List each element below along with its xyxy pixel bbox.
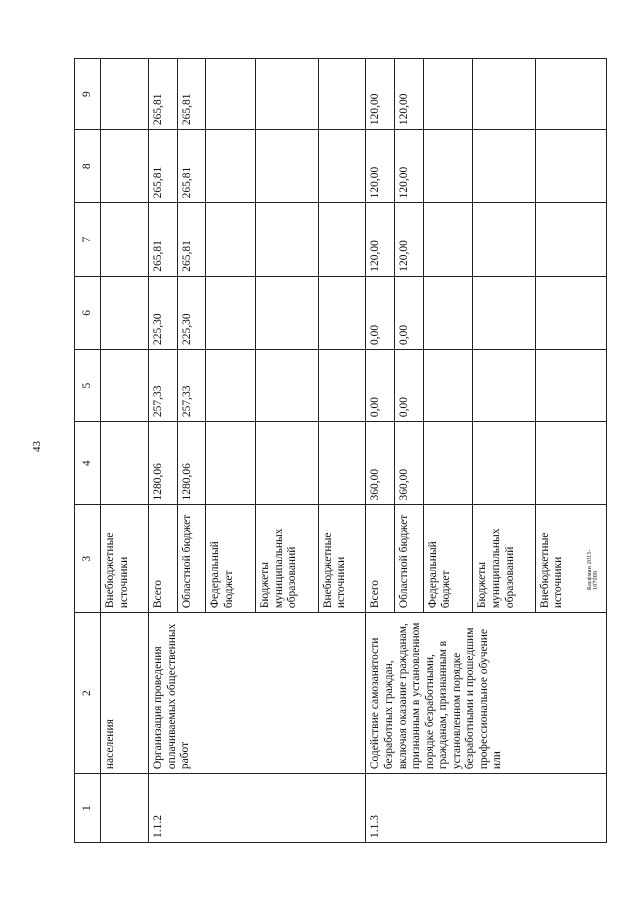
value-cell — [535, 349, 606, 421]
value-cell — [318, 203, 366, 276]
value-cell — [101, 422, 149, 505]
document-footer-tag: Кауфман 2015-107008 — [587, 549, 599, 590]
header-cell: 4 — [75, 422, 101, 505]
header-cell: 2 — [75, 613, 101, 774]
value-cell: 265,81 — [149, 203, 178, 276]
value-cell: 0,00 — [395, 349, 424, 421]
value-cell — [318, 422, 366, 505]
budget-table-rotated — [74, 58, 607, 843]
value-cell: 265,81 — [149, 59, 178, 130]
value-cell — [318, 276, 366, 349]
value-cell — [206, 276, 256, 349]
value-cell — [535, 59, 606, 130]
value-cell — [423, 59, 473, 130]
value-cell — [473, 203, 536, 276]
value-cell: 120,00 — [366, 59, 395, 130]
value-cell: 360,00 — [395, 422, 424, 505]
title-cell: населения — [101, 613, 149, 774]
value-cell — [256, 349, 319, 421]
value-cell — [473, 349, 536, 421]
header-cell: 1 — [75, 774, 101, 843]
value-cell — [318, 130, 366, 203]
source-cell: Всего — [149, 505, 178, 613]
header-cell: 9 — [75, 59, 101, 130]
value-cell: 0,00 — [395, 276, 424, 349]
source-cell: Внебюджетные источники — [101, 505, 149, 613]
value-cell: 265,81 — [177, 203, 206, 276]
code-cell — [101, 774, 149, 843]
value-cell — [256, 130, 319, 203]
value-cell — [535, 130, 606, 203]
value-cell — [101, 349, 149, 421]
continuation-row — [101, 59, 149, 843]
value-cell — [535, 276, 606, 349]
value-cell: 0,00 — [366, 349, 395, 421]
value-cell — [206, 349, 256, 421]
value-cell: 257,33 — [149, 349, 178, 421]
value-cell — [101, 59, 149, 130]
value-cell — [206, 422, 256, 505]
value-cell — [206, 59, 256, 130]
value-cell: 1280,06 — [149, 422, 178, 505]
source-cell: Внебюджетные источники — [535, 505, 606, 613]
item-code: 1.1.3 — [366, 774, 607, 843]
header-cell: 6 — [75, 276, 101, 349]
item-title: Содействие самозанятости безработных граждан, включая оказание гражданам, признанным в установленном порядке безработными, гражданам, признанным в установленном порядке безработными и прошедшим профессиональное обучение или — [366, 613, 607, 774]
value-cell — [473, 422, 536, 505]
value-cell — [206, 130, 256, 203]
source-cell: Бюджеты муниципальных образований — [473, 505, 536, 613]
header-cell: 3 — [75, 505, 101, 613]
value-cell: 265,81 — [177, 59, 206, 130]
source-cell: Федеральный бюджет — [206, 505, 256, 613]
value-cell — [256, 276, 319, 349]
value-cell: 120,00 — [366, 130, 395, 203]
item-code: 1.1.2 — [149, 774, 366, 843]
value-cell: 1280,06 — [177, 422, 206, 505]
value-cell — [535, 203, 606, 276]
header-row — [75, 59, 101, 843]
value-cell: 120,00 — [366, 203, 395, 276]
value-cell — [473, 59, 536, 130]
header-cell: 5 — [75, 349, 101, 421]
value-cell — [535, 422, 606, 505]
source-cell: Всего — [366, 505, 395, 613]
value-cell — [256, 422, 319, 505]
value-cell — [256, 203, 319, 276]
value-cell — [101, 203, 149, 276]
value-cell: 257,33 — [177, 349, 206, 421]
value-cell: 265,81 — [149, 130, 178, 203]
value-cell — [423, 349, 473, 421]
value-cell: 225,30 — [149, 276, 178, 349]
source-cell: Федеральный бюджет — [423, 505, 473, 613]
source-cell: Областной бюджет — [395, 505, 424, 613]
value-cell: 120,00 — [395, 203, 424, 276]
table-row — [366, 59, 395, 843]
value-cell: 120,00 — [395, 59, 424, 130]
source-cell: Областной бюджет — [177, 505, 206, 613]
value-cell — [423, 422, 473, 505]
value-cell: 225,30 — [177, 276, 206, 349]
header-cell: 7 — [75, 203, 101, 276]
value-cell — [256, 59, 319, 130]
value-cell — [423, 130, 473, 203]
page-number: 43 — [31, 441, 43, 452]
value-cell — [423, 203, 473, 276]
value-cell — [318, 59, 366, 130]
table-row — [149, 59, 178, 843]
value-cell — [473, 130, 536, 203]
value-cell: 0,00 — [366, 276, 395, 349]
value-cell: 360,00 — [366, 422, 395, 505]
source-cell: Бюджеты муниципальных образований — [256, 505, 319, 613]
value-cell — [423, 276, 473, 349]
value-cell — [473, 276, 536, 349]
value-cell — [318, 349, 366, 421]
budget-table — [74, 58, 607, 843]
source-cell: Внебюджетные источники — [318, 505, 366, 613]
value-cell — [101, 276, 149, 349]
header-cell: 8 — [75, 130, 101, 203]
value-cell — [101, 130, 149, 203]
value-cell: 120,00 — [395, 130, 424, 203]
value-cell — [206, 203, 256, 276]
value-cell: 265,81 — [177, 130, 206, 203]
item-title: Организация проведения оплачиваемых общественных работ — [149, 613, 366, 774]
